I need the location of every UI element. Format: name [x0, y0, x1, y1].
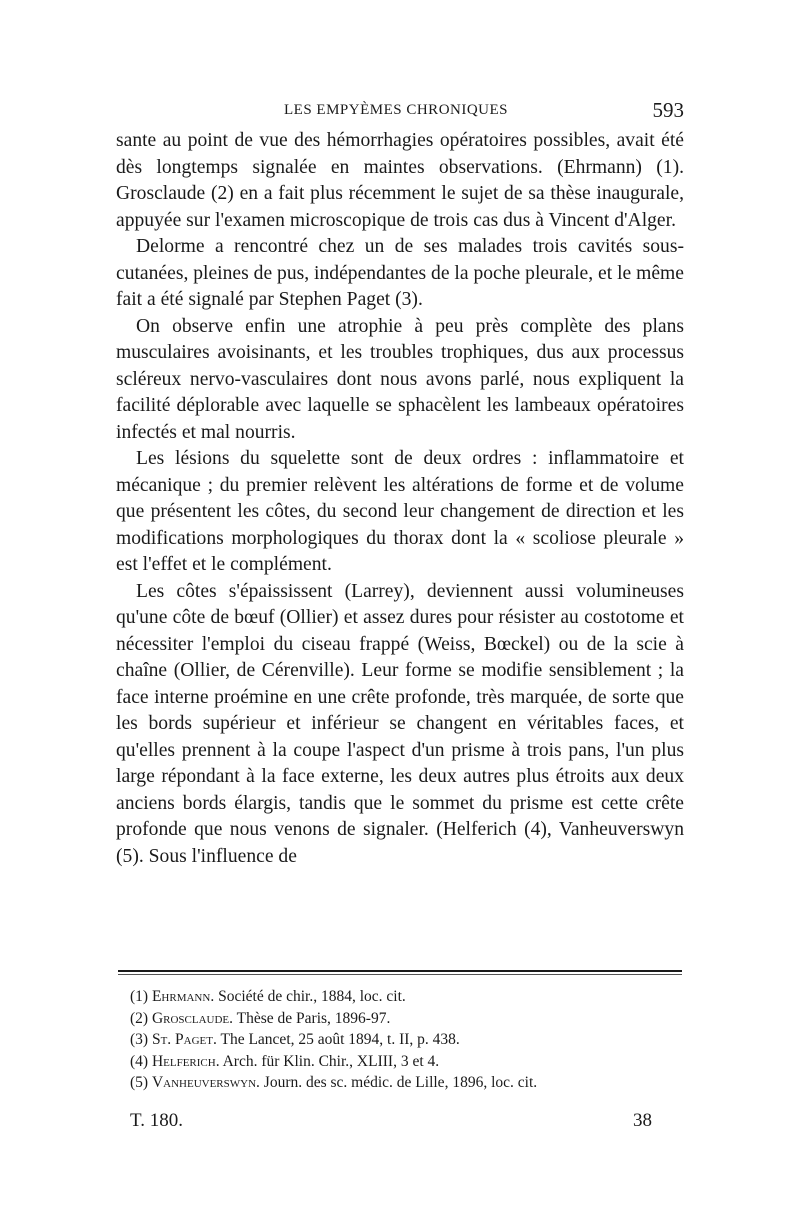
- footnotes: [130, 986, 690, 1094]
- footnote-rule-thin: [118, 974, 682, 975]
- signature-mark: T. 180.: [130, 1110, 183, 1131]
- footnote-number: (5): [130, 1074, 149, 1091]
- paragraph: sante au point de vue des hémorrhagies opératoires possibles, avait été dès longtemps signalée en maintes observations. (Ehrmann) (1). Grosclaude (2) en a fait plus récemment le sujet de sa thèse inaugurale, appuyée sur l'examen microscopique de trois cas dus à Vincent d'Alger.: [116, 130, 684, 231]
- footnote: [130, 1072, 690, 1094]
- paragraph: Delorme a rencontré chez un de ses malades trois cavités sous-cutanées, pleines de pus, indépendantes de la poche pleurale, et le même fait a été signalé par Stephen Paget (3).: [116, 236, 684, 310]
- footnote-number: (3): [130, 1031, 149, 1048]
- footnote-text: The Lancet, 25 août 1894, t. II, p. 438.: [220, 1031, 460, 1048]
- footnote-number: (1): [130, 988, 149, 1005]
- page-number: 593: [652, 98, 684, 122]
- footnote: [130, 986, 690, 1008]
- footnote: [130, 1051, 690, 1073]
- page-header: [116, 98, 684, 128]
- footnote-text: Arch. für Klin. Chir., XLIII, 3 et 4.: [222, 1052, 440, 1070]
- footnote-author: Grosclaude.: [151, 1009, 234, 1027]
- sheet-number: 38: [633, 1110, 652, 1131]
- footnote-text: Société de chir., 1884, loc. cit.: [218, 988, 406, 1005]
- footnote-author: Helferich.: [151, 1052, 220, 1070]
- footnote-author: St. Paget.: [151, 1031, 217, 1048]
- footnote-rule: [118, 970, 682, 972]
- paragraph: Les côtes s'épaississent (Larrey), deviennent aussi volumineuses qu'une côte de bœuf (Ollier) et assez dures pour résister au costotome et nécessiter l'emploi du ciseau frappé (Weiss, Bœckel) ou de la scie à chaîne (Ollier, de Cérenville). Leur forme se modifie sensiblement ; la face interne proémine en une crête profonde, très marquée, de sorte que les bords supérieur et inférieur se changent en véritables faces, et qu'elles prennent à la coupe l'aspect d'un prisme à trois pans, l'un plus large répondant à la face externe, les deux autres plus étroits aux deux anciens bords élargis, tandis que le sommet du prisme est cette crête profonde que nous venons de signaler. (Helferich (4), Vanheuverswyn (5). Sous l'influence de: [116, 580, 684, 867]
- footnote-text: Journ. des sc. médic. de Lille, 1896, loc. cit.: [263, 1074, 538, 1091]
- footnote: [130, 1029, 690, 1051]
- running-head: LES EMPYÈMES CHRONIQUES: [284, 102, 509, 118]
- footnote-number: (2): [130, 1009, 149, 1027]
- footnote-author: Ehrmann.: [151, 988, 215, 1005]
- footnote: [130, 1008, 690, 1030]
- body-text: [116, 128, 684, 870]
- footnote-text: Thèse de Paris, 1896-97.: [236, 1009, 391, 1027]
- paragraph: Les lésions du squelette sont de deux ordres : inflammatoire et mécanique ; du premier relèvent les altérations de forme et de volume que présentent les côtes, du second leur changement de direction et les modifications morphologiques du thorax dont la « scoliose pleurale » est l'effet et le complément.: [116, 448, 684, 575]
- page-footer: [130, 1110, 652, 1140]
- footnote-number: (4): [130, 1052, 149, 1070]
- paragraph: On observe enfin une atrophie à peu près complète des plans musculaires avoisinants, et les troubles trophiques, dus aux processus scléreux nervo-vasculaires dont nous avons parlé, nous expliquent la facilité déplorable avec laquelle se sphacèlent les lambeaux opératoires infectés et mal nourris.: [116, 315, 684, 443]
- footnote-author: Vanheuverswyn.: [151, 1074, 260, 1091]
